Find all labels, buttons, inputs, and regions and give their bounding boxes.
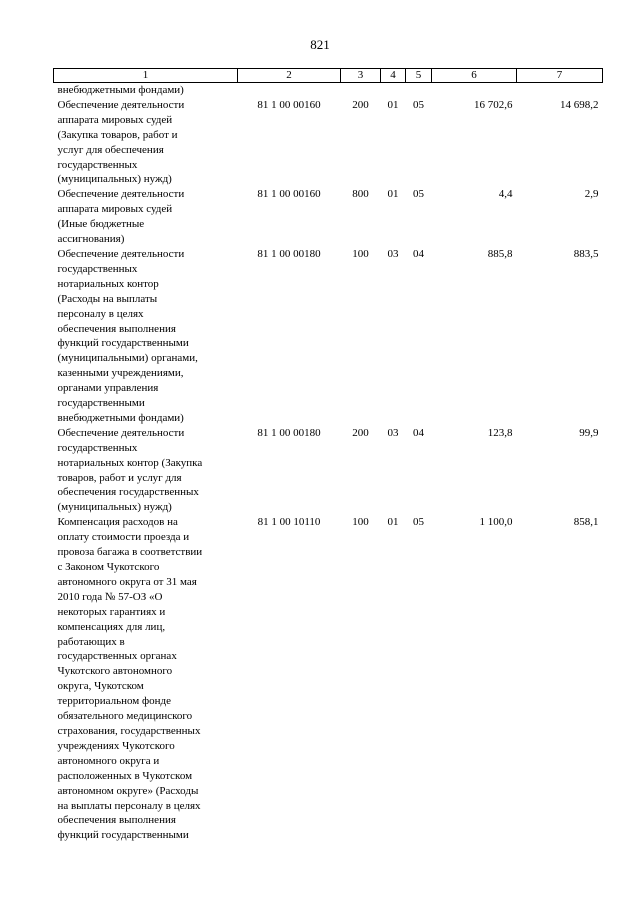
row-description (54, 247, 238, 426)
description-line: территориальном фонде (57, 695, 171, 708)
description-line: обеспечения государственных (57, 486, 199, 499)
row-section: 01 (387, 188, 399, 201)
row-amount-1: 4,4 (498, 188, 513, 201)
row-description (54, 187, 238, 247)
row-section: 01 (387, 516, 399, 529)
continuation-row (54, 83, 603, 98)
description-line: Чукотского автономного (57, 665, 173, 678)
continuation-text: внебюджетными фондами) (57, 84, 184, 96)
row-expense-type: 200 (352, 426, 369, 439)
row-expense-type: 800 (352, 188, 369, 201)
description-line: аппарата мировых судей (57, 113, 173, 126)
table-row (54, 515, 603, 843)
row-description (54, 426, 238, 515)
description-line: (Закупка товаров, работ и (57, 128, 178, 141)
description-line: Обеспечение деятельности (57, 98, 185, 111)
row-target-article: 81 1 00 00160 (257, 188, 321, 201)
description-line: (Иные бюджетные (57, 218, 145, 231)
description-line: некоторых гарантиях и (57, 605, 166, 618)
description-line: Обеспечение деятельности (57, 188, 185, 201)
description-line: нотариальных контор (57, 277, 159, 290)
row-amount-1: 1 100,0 (479, 516, 513, 529)
description-line: товаров, работ и услуг для (57, 471, 182, 484)
row-section: 01 (387, 98, 399, 111)
description-line: (муниципальными) органами, (57, 352, 198, 365)
description-line: автономного округа и (57, 754, 160, 767)
description-line: функций государственными (57, 337, 189, 350)
description-line: функций государственными (57, 829, 189, 842)
column-header-vr: 3 (341, 69, 381, 83)
description-line: внебюджетными фондами) (57, 411, 184, 424)
row-subsection: 05 (413, 516, 424, 529)
description-line: автономного округа от 31 мая (57, 575, 197, 588)
description-line: на выплаты персоналу в целях (57, 799, 201, 812)
description-line: (муниципальных) нужд) (57, 173, 172, 186)
description-line: государственных (57, 441, 138, 454)
table-header-row (54, 69, 603, 83)
row-amount-2: 883,5 (573, 247, 599, 260)
description-line: органами управления (57, 382, 159, 395)
row-target-article: 81 1 00 00180 (257, 426, 321, 439)
row-section: 03 (387, 426, 399, 439)
description-line: округа, Чукотском (57, 680, 144, 693)
column-header-pr: 5 (406, 69, 432, 83)
column-header-ksr: 2 (238, 69, 341, 83)
row-expense-type: 200 (352, 98, 369, 111)
row-expense-type: 100 (352, 247, 369, 260)
row-amount-2: 2,9 (584, 188, 599, 201)
description-line: Компенсация расходов на (57, 516, 178, 529)
column-header-sum-1: 6 (432, 69, 517, 83)
description-line: ассигнования) (57, 233, 125, 246)
row-amount-1: 123,8 (487, 426, 513, 439)
description-line: автономном округе» (Расходы (57, 784, 199, 797)
row-amount-2: 858,1 (573, 516, 599, 529)
row-amount-1: 885,8 (487, 247, 513, 260)
description-line: государственных органах (57, 650, 177, 663)
description-line: государственных (57, 158, 138, 171)
row-subsection: 04 (413, 247, 424, 260)
table-row (54, 247, 603, 426)
description-line: провоза багажа в соответствии (57, 546, 203, 559)
description-line: государственных (57, 262, 138, 275)
description-line: оплату стоимости проезда и (57, 531, 190, 544)
row-amount-2: 14 698,2 (560, 98, 599, 111)
budget-table (53, 68, 603, 843)
row-description (54, 515, 238, 843)
description-line: работающих в (57, 635, 125, 648)
page-number: 821 (310, 37, 330, 52)
row-target-article: 81 1 00 00180 (257, 247, 321, 260)
description-line: учреждениях Чукотского (57, 739, 175, 752)
description-line: нотариальных контор (Закупка (57, 456, 203, 469)
description-line: услуг для обеспечения (57, 143, 164, 156)
row-section: 03 (387, 247, 399, 260)
description-line: (муниципальных) нужд) (57, 501, 172, 514)
description-line: с Законом Чукотского (57, 561, 160, 573)
column-header-sum-2: 7 (517, 69, 603, 83)
description-line: страхования, государственных (57, 724, 201, 737)
row-subsection: 05 (413, 188, 424, 201)
row-subsection: 04 (413, 426, 424, 439)
description-line: обязательного медицинского (57, 710, 193, 723)
row-expense-type: 100 (352, 516, 369, 529)
description-line: персоналу в целях (57, 307, 144, 320)
row-description (54, 98, 238, 187)
table-row (54, 426, 603, 515)
table-row (54, 187, 603, 247)
description-line: компенсациях для лиц, (57, 620, 166, 633)
description-line: обеспечения выполнения (57, 814, 176, 827)
description-line: Обеспечение деятельности (57, 426, 185, 439)
description-line: расположенных в Чукотском (57, 769, 193, 782)
description-line: государственными (57, 397, 145, 410)
row-target-article: 81 1 00 10110 (257, 516, 321, 529)
column-header-name: 1 (54, 69, 238, 83)
description-line: (Расходы на выплаты (57, 292, 158, 305)
description-line: казенными учреждениями, (57, 367, 184, 380)
description-line: 2010 года № 57-ОЗ «О (57, 590, 163, 603)
description-line: обеспечения выполнения (57, 322, 176, 335)
description-line: аппарата мировых судей (57, 203, 173, 216)
column-header-rz: 4 (381, 69, 406, 83)
row-subsection: 05 (413, 98, 424, 111)
row-amount-1: 16 702,6 (474, 98, 513, 111)
table-row (54, 98, 603, 187)
row-amount-2: 99,9 (579, 426, 599, 439)
description-line: Обеспечение деятельности (57, 247, 185, 260)
row-target-article: 81 1 00 00160 (257, 98, 321, 111)
